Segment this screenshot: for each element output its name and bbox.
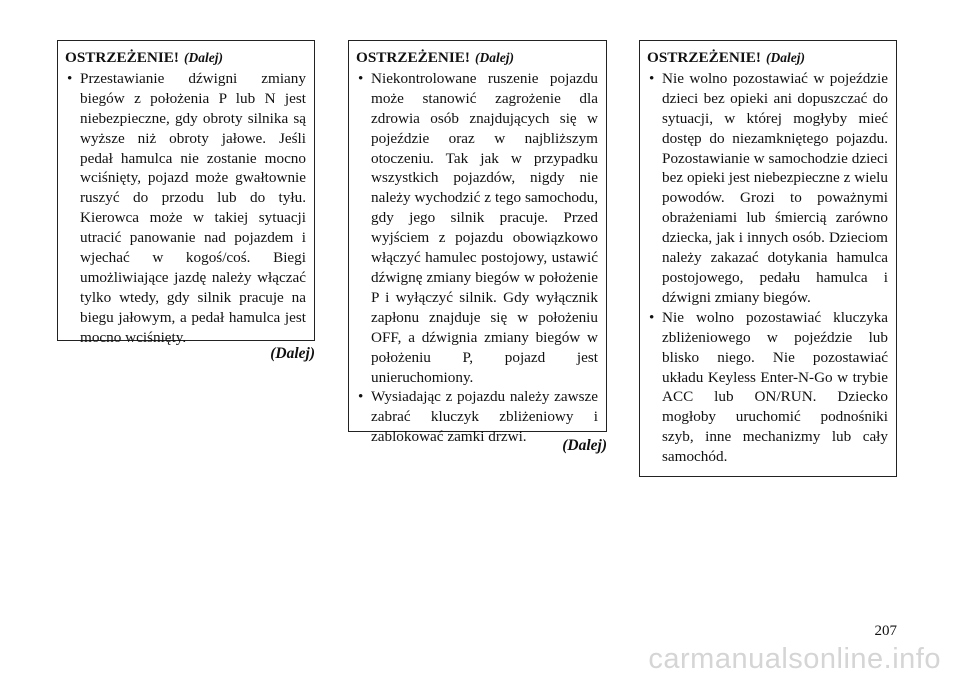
warning-heading-text: OSTRZEŻENIE!: [356, 49, 470, 66]
warning-heading-continued: (Dalej): [765, 50, 805, 65]
warning-list: [65, 69, 306, 348]
warning-item: • Niekontrolowane ruszenie pojazdu może stanowić zagrożenie dla zdrowia osób znajdujących się w pojeździe oraz w najbliższym otoczeniu. Tak jak w przypadku wszystkich pojazdów, nigdy nie należy wychodzić z tego samochodu, gdy jego silnik pracuje. Przed wyjściem z pojazdu obowiązkowo włączyć hamulec postojowy, ustawić dźwignę zmiany biegów w położenie P i wyłączyć silnik. Gdy wyłącznik zapłonu znajduje się w położeniu OFF, a dźwignia zmiany biegów w położeniu P, pojazd jest unieruchomiony.: [356, 69, 598, 388]
page-number: 207: [874, 623, 897, 639]
warning-heading: [65, 48, 306, 68]
warning-box-1: [57, 40, 315, 346]
watermark: carmanualsonline.info: [648, 643, 941, 675]
warning-item: • Wysiadając z pojazdu należy zawsze zabrać kluczyk zbliżeniowy i zablokować zamki drzwi.: [356, 387, 598, 447]
warning-list: [647, 69, 888, 467]
warning-heading-text: OSTRZEŻENIE!: [647, 49, 761, 66]
continued-note: (Dalej): [562, 437, 607, 454]
warning-item: • Nie wolno pozostawiać w pojeździe dzieci bez opieki ani dopuszczać do sytuacji, w której mogłyby mieć dostęp do niezamkniętego pojazdu. Pozostawianie w samochodzie dzieci bez opieki jest niebezpieczne z wielu powodów. Grozi to poważnymi obrażeniami lub śmiercią zarówno dziecka, jak i innych osób. Dzieciom należy zakazać dotykania hamulca postojowego, pedału hamulca i dźwigni zmiany biegów.: [647, 69, 888, 308]
warning-box-2: [348, 40, 607, 446]
warning-heading-continued: (Dalej): [183, 50, 223, 65]
warning-box-3: [639, 40, 897, 477]
warning-item: • Przestawianie dźwigni zmiany biegów z położenia P lub N jest niebezpieczne, gdy obroty silnika są wyższe niż obroty jałowe. Jeśli pedał hamulca nie zostanie mocno wciśnięty, pojazd może gwałtownie ruszyć do przodu lub do tyłu. Kierowca może w takiej sytuacji utracić panowanie nad pojazdem i wjechać w kogoś/coś. Biegi umożliwiające jazdę należy włączać tylko wtedy, gdy silnik pracuje na biegu jałowym, a pedał hamulca jest mocno wciśnięty.: [65, 69, 306, 348]
warning-heading: [356, 48, 598, 68]
continued-note: (Dalej): [270, 345, 315, 362]
warning-heading-continued: (Dalej): [474, 50, 514, 65]
warning-item: • Nie wolno pozostawiać kluczyka zbliżeniowego w pojeździe lub blisko niego. Nie pozostawiać układu Keyless Enter-N-Go w trybie ACC lub ON/RUN. Dziecko mogłoby uruchomić podnośniki szyb, inne mechanizmy lub cały samochód.: [647, 308, 888, 467]
warning-heading-text: OSTRZEŻENIE!: [65, 49, 179, 66]
warning-heading: [647, 48, 888, 68]
warning-list: [356, 69, 598, 447]
